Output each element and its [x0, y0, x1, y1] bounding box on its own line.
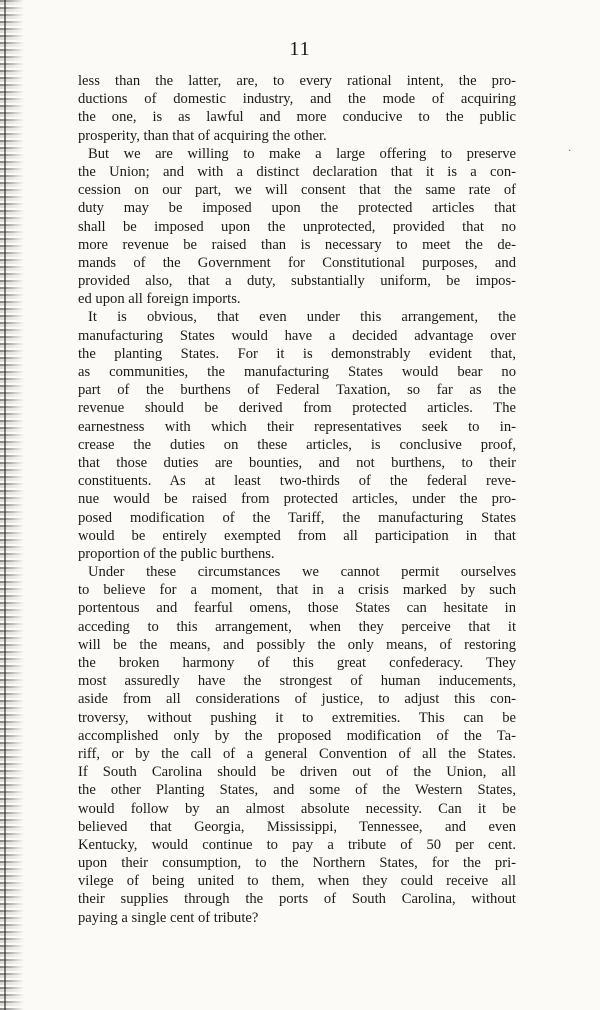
text-line: aside from all considerations of justice, to adjust this con-	[78, 691, 516, 708]
text-line: manufacturing States would have a decided advantage over	[78, 327, 516, 344]
text-line: that those duties are bounties, and not burthens, to their	[78, 454, 516, 471]
stray-ink-mark: ·	[568, 146, 572, 157]
text-line: accomplished only by the proposed modification of the Ta-	[78, 727, 516, 744]
text-line: nue would be raised from protected articles, under the pro-	[78, 491, 516, 508]
text-line: cession on our part, we will consent that the same rate of	[78, 182, 516, 199]
text-line: the planting States. For it is demonstrably evident that,	[78, 345, 516, 362]
text-line: to believe for a moment, that in a crisis marked by such	[78, 582, 516, 599]
text-line: vilege of being united to them, when they could receive all	[78, 873, 516, 890]
text-line: part of the burthens of Federal Taxation, so far as the	[78, 382, 516, 399]
text-line: Under these circumstances we cannot permit ourselves	[88, 564, 516, 581]
text-line: provided also, that a duty, substantially uniform, be impos-	[78, 273, 516, 290]
text-line: believed that Georgia, Mississippi, Tennessee, and even	[78, 818, 516, 835]
text-line: the other Planting States, and some of the Western States,	[78, 782, 516, 799]
text-line: riff, or by the call of a general Convention of all the States.	[78, 745, 516, 762]
text-line: It is obvious, that even under this arrangement, the	[88, 309, 516, 326]
text-line: portentous and fearful omens, those States can hesitate in	[78, 600, 516, 617]
text-line: prosperity, than that of acquiring the other.	[78, 127, 327, 144]
text-line: ductions of domestic industry, and the mode of acquiring	[78, 91, 516, 108]
text-line: paying a single cent of tribute?	[78, 909, 259, 926]
text-line: acceding to this arrangement, when they perceive that it	[78, 618, 516, 635]
page-number: 11	[289, 38, 311, 60]
text-line: posed modification of the Tariff, the manufacturing States	[78, 509, 516, 526]
text-line: most assuredly have the strongest of human inducements,	[78, 673, 516, 690]
text-line: Kentucky, would continue to pay a tribute of 50 per cent.	[78, 836, 516, 853]
text-line: troversy, without pushing it to extremities. This can be	[78, 709, 516, 726]
text-line: ed upon all foreign imports.	[78, 291, 241, 308]
body-text	[78, 72, 516, 927]
text-line: revenue should be derived from protected articles. The	[78, 400, 516, 417]
text-line: the one, is as lawful and more conducive to the public	[78, 109, 516, 126]
text-line: the Union; and with a distinct declaration that it is a con-	[78, 163, 516, 180]
text-line: duty may be imposed upon the protected articles that	[78, 200, 516, 217]
text-line: shall be imposed upon the unprotected, provided that no	[78, 218, 516, 235]
text-line: earnestness with which their representatives seek to in-	[78, 418, 516, 435]
text-line: proportion of the public burthens.	[78, 545, 275, 562]
text-line: If South Carolina should be driven out of the Union, all	[78, 764, 516, 781]
text-line: more revenue be raised than is necessary to meet the de-	[78, 236, 516, 253]
text-line: But we are willing to make a large offering to preserve	[88, 145, 516, 162]
text-line: would follow by an almost absolute necessity. Can it be	[78, 800, 516, 817]
text-line: mands of the Government for Constitutional purposes, and	[78, 254, 516, 271]
text-line: the broken harmony of this great confederacy. They	[78, 655, 516, 671]
text-line: will be the means, and possibly the only means, of restoring	[78, 636, 516, 653]
text-line: upon their consumption, to the Northern States, for the pri-	[78, 855, 516, 872]
text-line: less than the latter, are, to every rational intent, the pro-	[78, 73, 516, 89]
text-line: their supplies through the ports of South Carolina, without	[78, 891, 516, 908]
text-line: crease the duties on these articles, is conclusive proof,	[78, 436, 516, 453]
text-line: as communities, the manufacturing States would bear no	[78, 364, 516, 380]
text-line: would be entirely exempted from all participation in that	[78, 527, 516, 544]
text-line: constituents. As at least two-thirds of the federal reve-	[78, 473, 516, 490]
binding-edge-line	[4, 0, 6, 1010]
